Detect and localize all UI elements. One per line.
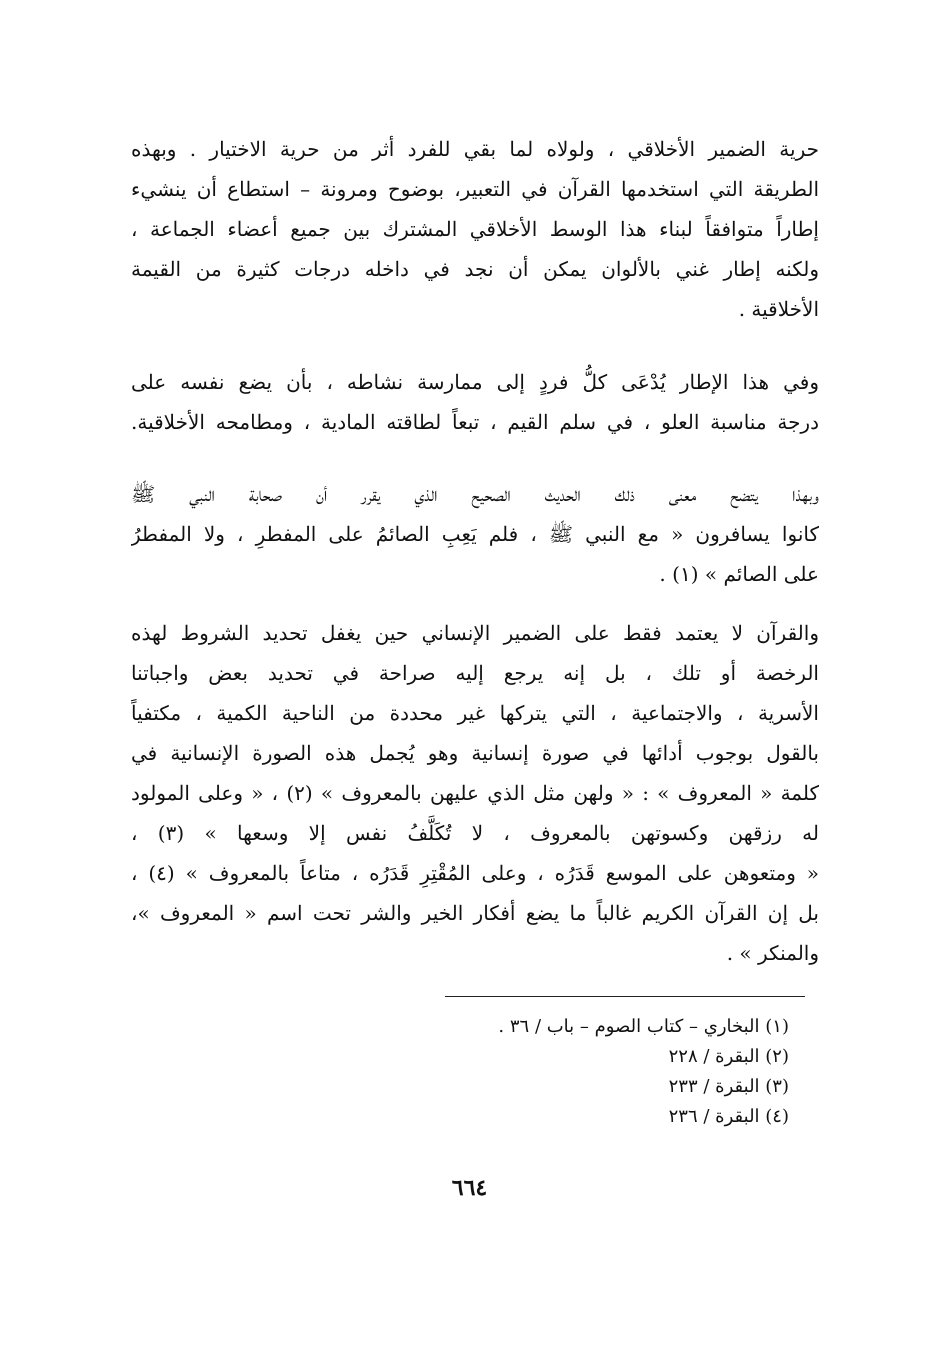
- text-line: إطاراً متوافقاً لبناء هذا الوسط الأخلاقي المشترك بين جميع أعضاء الجماعة ،: [131, 217, 819, 241]
- text-line: الأخلاقية .: [738, 297, 819, 321]
- text-line: والقرآن لا يعتمد فقط على الضمير الإنساني حين يغفل تحديد الشروط لهذه: [131, 621, 819, 645]
- text-line: وفي هذا الإطار يُدْعَى كلُّ فردٍ إلى ممارسة نشاطه ، بأن يضع نفسه على: [131, 370, 819, 394]
- text-line: والمنكر » .: [726, 941, 819, 965]
- text-line: له رزقهن وكسوتهن بالمعروف ، لا تُكَلَّفُ نفس إلا وسعها » (٣) ،: [131, 821, 819, 845]
- footnote-divider: [445, 996, 805, 997]
- text-line: الأسرية ، والاجتماعية ، التي يتركها غير محددة من الناحية الكمية ، مكتفياً: [131, 701, 819, 725]
- text-line: الطريقة التي استخدمها القرآن في التعبير، بوضوح ومرونة – استطاع أن ينشيء: [131, 177, 819, 201]
- text-line: كانوا يسافرون « مع النبي ﷺ ، فلم يَعِبِ الصائمُ على المفطرِ ، ولا المفطرُ: [131, 522, 819, 546]
- text-line: على الصائم » (١) .: [659, 562, 819, 586]
- text-line: الرخصة أو تلك ، بل إنه يرجع إليه صراحة في تحديد بعض واجباتنا: [131, 661, 819, 685]
- text-line: درجة مناسبة العلو ، في سلم القيم ، تبعاً لطاقته المادية ، ومطامحه الأخلاقية.: [131, 410, 819, 434]
- text-line: ولكنه إطار غني بالألوان يمكن أن نجد في داخله درجات كثيرة من القيمة: [131, 257, 819, 281]
- text-line: حرية الضمير الأخلاقي ، ولولاه لما بقي للفرد أثر من حرية الاختيار . وبهذه: [131, 137, 819, 161]
- text-line: بالقول بوجوب أدائها في صورة إنسانية وهو يُجمل هذه الصورة الإنسانية في: [131, 741, 819, 765]
- text-line: « ومتعوهن على الموسع قَدَرُه ، وعلى المُقْتِرِ قَدَرُه ، متاعاً بالمعروف » (٤) ،: [131, 861, 819, 885]
- text-line: بل إن القرآن الكريم غالباً ما يضع أفكار الخير والشر تحت اسم « المعروف »،: [131, 901, 819, 925]
- footnote-2: (٢) البقرة / ٢٢٨: [668, 1046, 789, 1067]
- page-number: ٦٦٤: [451, 1175, 488, 1201]
- text-line: كلمة « المعروف » : « ولهن مثل الذي عليهن بالمعروف » (٢) ، « وعلى المولود: [131, 781, 819, 805]
- footnote-4: (٤) البقرة / ٢٣٦: [668, 1106, 789, 1127]
- footnote-1: (١) البخاري – كتاب الصوم – باب / ٣٦ .: [498, 1016, 789, 1037]
- footnote-3: (٣) البقرة / ٢٣٣: [668, 1076, 789, 1097]
- text-line: وبهذا يتضح معنى ذلك الحديث الصحيح الذي يقرر أن صحابة النبي ﷺ: [131, 482, 819, 506]
